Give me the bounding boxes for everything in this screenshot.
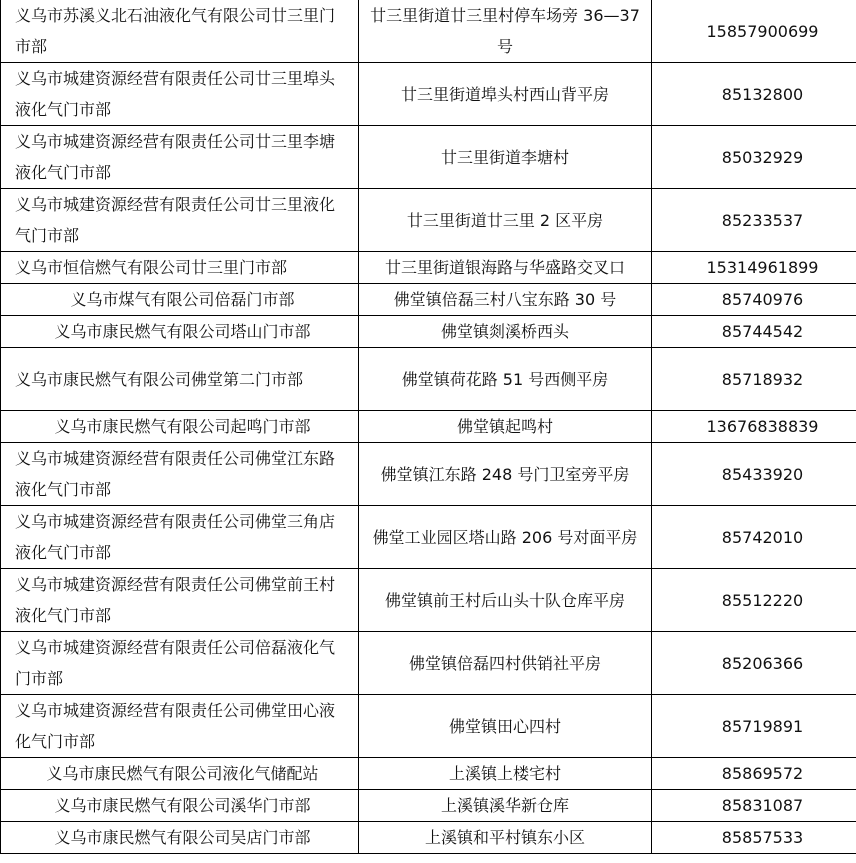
outlet-phone-cell: 85869572 [652,758,856,790]
outlet-address-cell: 佛堂镇田心四村 [359,695,652,758]
outlet-address-cell: 廿三里街道银海路与华盛路交叉口 [359,252,652,284]
outlet-address-cell: 廿三里街道李塘村 [359,126,652,189]
table-row [1,443,856,506]
outlet-phone-cell: 13676838839 [652,411,856,443]
outlet-address-cell: 上溪镇和平村镇东小区 [359,822,652,854]
table-row [1,822,856,854]
table-row [1,284,856,316]
table-row [1,0,856,63]
table-row [1,189,856,252]
outlet-address-cell: 佛堂工业园区塔山路 206 号对面平房 [359,506,652,569]
outlet-phone-cell: 85831087 [652,790,856,822]
outlet-phone-cell: 85512220 [652,569,856,632]
outlet-name-cell: 义乌市城建资源经营有限责任公司佛堂前王村液化气门市部 [1,569,359,632]
outlet-address-cell: 上溪镇溪华新仓库 [359,790,652,822]
outlet-name-cell: 义乌市苏溪义北石油液化气有限公司廿三里门市部 [1,0,359,63]
table-row [1,790,856,822]
table-row [1,758,856,790]
outlet-address-cell: 佛堂镇前王村后山头十队仓库平房 [359,569,652,632]
outlet-name-cell: 义乌市康民燃气有限公司塔山门市部 [1,316,359,348]
table-row [1,63,856,126]
outlet-name-cell: 义乌市城建资源经营有限责任公司倍磊液化气门市部 [1,632,359,695]
outlet-name-cell: 义乌市城建资源经营有限责任公司佛堂田心液化气门市部 [1,695,359,758]
outlet-address-cell: 佛堂镇起鸣村 [359,411,652,443]
table-row [1,506,856,569]
outlet-name-cell: 义乌市康民燃气有限公司起鸣门市部 [1,411,359,443]
outlet-address-cell: 佛堂镇倍磊三村八宝东路 30 号 [359,284,652,316]
outlet-address-cell: 佛堂镇江东路 248 号门卫室旁平房 [359,443,652,506]
outlet-name-cell: 义乌市康民燃气有限公司液化气储配站 [1,758,359,790]
outlet-address-cell: 廿三里街道廿三里村停车场旁 36—37 号 [359,0,652,63]
outlet-name-cell: 义乌市城建资源经营有限责任公司佛堂三角店液化气门市部 [1,506,359,569]
outlet-address-cell: 上溪镇上楼宅村 [359,758,652,790]
outlet-phone-cell: 85719891 [652,695,856,758]
outlet-phone-cell: 85233537 [652,189,856,252]
outlet-address-cell: 廿三里街道埠头村西山背平房 [359,63,652,126]
table-row [1,126,856,189]
outlet-phone-cell: 85857533 [652,822,856,854]
outlet-name-cell: 义乌市城建资源经营有限责任公司廿三里液化气门市部 [1,189,359,252]
outlet-name-cell: 义乌市城建资源经营有限责任公司廿三里李塘液化气门市部 [1,126,359,189]
outlet-phone-cell: 85718932 [652,348,856,411]
outlet-phone-cell: 15314961899 [652,252,856,284]
outlet-address-cell: 佛堂镇倍磊四村供销社平房 [359,632,652,695]
outlet-address-cell: 廿三里街道廿三里 2 区平房 [359,189,652,252]
outlet-phone-cell: 85742010 [652,506,856,569]
table-row [1,348,856,411]
outlet-name-cell: 义乌市康民燃气有限公司吴店门市部 [1,822,359,854]
table-row [1,632,856,695]
outlet-phone-cell: 85433920 [652,443,856,506]
outlet-address-cell: 佛堂镇荷花路 51 号西侧平房 [359,348,652,411]
table-row [1,252,856,284]
table-row [1,695,856,758]
outlet-phone-cell: 85132800 [652,63,856,126]
table-row [1,316,856,348]
outlet-phone-cell: 15857900699 [652,0,856,63]
outlet-name-cell: 义乌市煤气有限公司倍磊门市部 [1,284,359,316]
outlet-phone-cell: 85744542 [652,316,856,348]
outlet-address-cell: 佛堂镇剡溪桥西头 [359,316,652,348]
outlet-phone-cell: 85206366 [652,632,856,695]
outlet-phone-cell: 85032929 [652,126,856,189]
outlet-name-cell: 义乌市城建资源经营有限责任公司廿三里埠头液化气门市部 [1,63,359,126]
outlet-name-cell: 义乌市康民燃气有限公司溪华门市部 [1,790,359,822]
table-row [1,569,856,632]
outlet-name-cell: 义乌市康民燃气有限公司佛堂第二门市部 [1,348,359,411]
outlet-name-cell: 义乌市恒信燃气有限公司廿三里门市部 [1,252,359,284]
table-row [1,411,856,443]
outlet-phone-cell: 85740976 [652,284,856,316]
outlet-name-cell: 义乌市城建资源经营有限责任公司佛堂江东路液化气门市部 [1,443,359,506]
